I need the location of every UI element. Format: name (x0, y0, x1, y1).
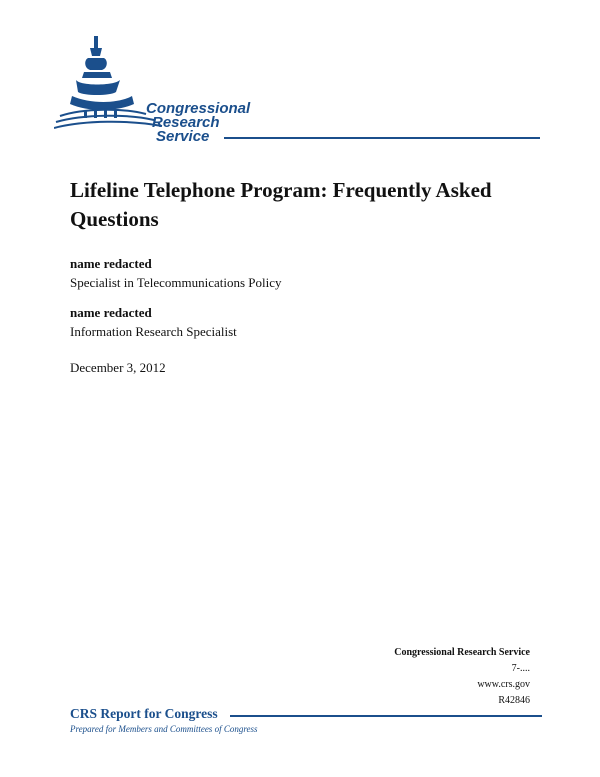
footer-org: Congressional Research Service (394, 647, 530, 658)
logo-line-service: Service (156, 128, 210, 145)
author-role-1: Specialist in Telecommunications Policy (70, 275, 282, 290)
logo-divider (224, 137, 540, 139)
banner-subtitle: Prepared for Members and Committees of Congress (70, 724, 258, 734)
crs-report-banner: CRS Report for Congress (70, 706, 218, 721)
crs-logo (54, 34, 544, 146)
footer-website[interactable]: www.crs.gov (477, 679, 530, 690)
author-role-2: Information Research Specialist (70, 324, 237, 339)
logo-line-research: Research (152, 114, 220, 131)
footer-contact (394, 645, 530, 709)
author-name-1: name redacted (70, 256, 152, 271)
logo-line-congressional: Congressional (146, 100, 251, 117)
footer-report-number: R42846 (498, 695, 530, 706)
footer-phone: 7-.... (511, 663, 530, 674)
author-name-2: name redacted (70, 305, 152, 320)
report-title: Lifeline Telephone Program: Frequently Asked Questions (70, 178, 492, 231)
banner-divider (230, 715, 542, 717)
report-date: December 3, 2012 (70, 360, 166, 375)
